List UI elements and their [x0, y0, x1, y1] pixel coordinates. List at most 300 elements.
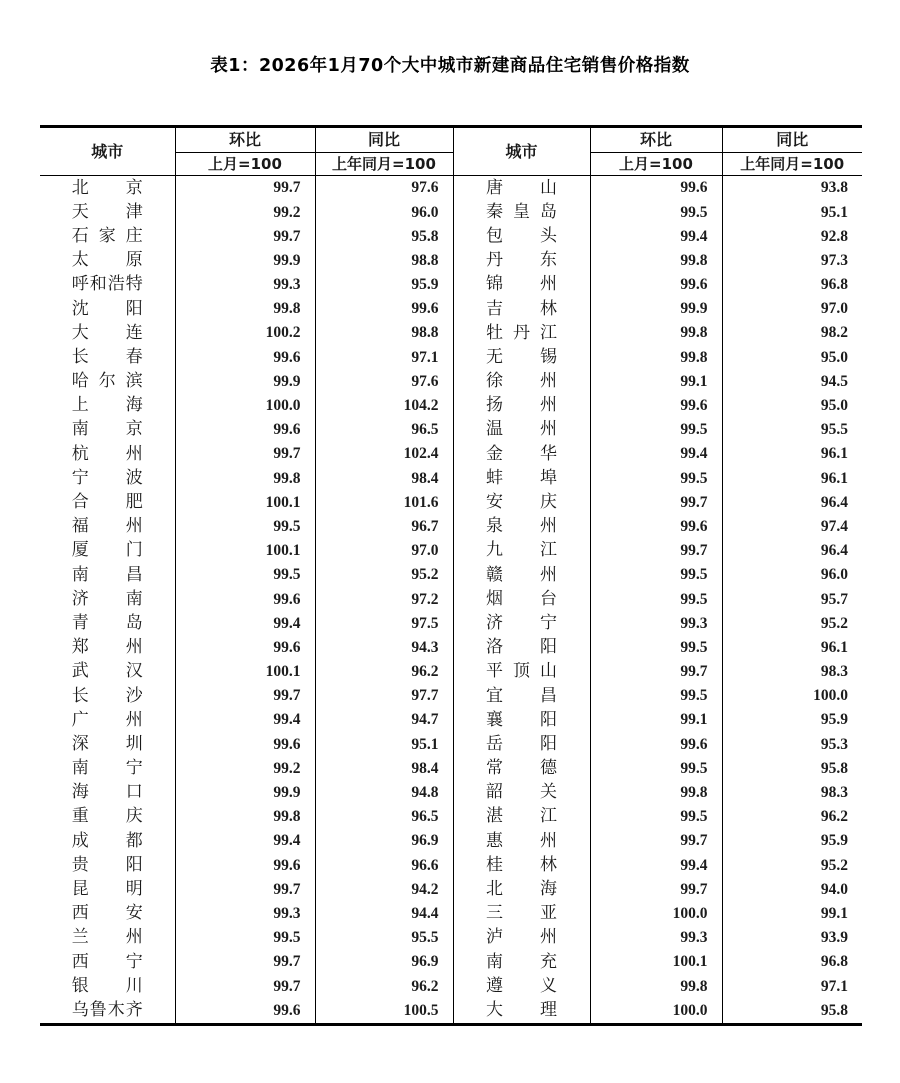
city-name: 北海 — [486, 879, 557, 900]
city-name-cell — [40, 732, 175, 756]
city-name-cell — [40, 539, 175, 563]
yoy-value-cell: 96.0 — [820, 566, 848, 584]
header-row-main — [40, 127, 862, 153]
mom-value-cell: 99.6 — [590, 176, 722, 201]
city-name: 广州 — [71, 709, 143, 730]
city-name: 哈尔滨 — [71, 371, 143, 392]
table-row — [40, 176, 862, 201]
yoy-value-cell: 97.1 — [315, 345, 453, 369]
city-name: 扬州 — [486, 395, 557, 416]
yoy-value-cell: 96.1 — [820, 445, 848, 463]
yoy-value-cell: 97.6 — [315, 176, 453, 201]
mom-value-cell: 99.1 — [590, 370, 722, 394]
mom-value-cell: 99.8 — [590, 249, 722, 273]
yoy-value-cell: 96.5 — [315, 418, 453, 442]
city-name-cell — [453, 611, 590, 635]
yoy-value-cell: 95.9 — [820, 832, 848, 850]
city-name: 长沙 — [71, 685, 143, 706]
city-column-header-right: 城市 — [453, 127, 590, 176]
city-name: 太原 — [71, 250, 143, 271]
yoy-value-cell: 95.1 — [820, 203, 848, 221]
table-row — [40, 466, 862, 490]
mom-value-cell: 99.7 — [590, 877, 722, 901]
mom-value-cell: 99.5 — [590, 636, 722, 660]
table-row — [40, 563, 862, 587]
table-row — [40, 757, 862, 781]
mom-base-header-left: 上月=100 — [175, 153, 315, 176]
table-row — [40, 490, 862, 514]
yoy-value-cell: 98.8 — [315, 249, 453, 273]
city-name: 岳阳 — [486, 733, 557, 754]
city-name: 深圳 — [71, 733, 143, 754]
table-row — [40, 902, 862, 926]
yoy-base-header-left: 上年同月=100 — [315, 153, 453, 176]
yoy-value-cell: 96.1 — [820, 638, 848, 656]
mom-value-cell: 99.5 — [590, 466, 722, 490]
city-name: 锦州 — [486, 274, 557, 295]
yoy-value-cell: 97.4 — [820, 517, 848, 535]
table-row — [40, 805, 862, 829]
city-name-cell — [453, 757, 590, 781]
yoy-value-cell: 96.8 — [820, 953, 848, 971]
city-name-cell — [40, 370, 175, 394]
mom-value-cell: 100.0 — [175, 394, 315, 418]
yoy-value-cell: 97.0 — [820, 300, 848, 318]
yoy-value-cell: 95.2 — [820, 614, 848, 632]
city-name-cell — [40, 877, 175, 901]
city-name-cell — [40, 805, 175, 829]
yoy-value-cell: 94.2 — [315, 877, 453, 901]
yoy-value-cell: 99.1 — [820, 904, 848, 922]
mom-value-cell: 99.5 — [590, 805, 722, 829]
yoy-value-cell: 96.9 — [315, 950, 453, 974]
mom-value-cell: 99.8 — [175, 805, 315, 829]
mom-value-cell: 100.1 — [175, 660, 315, 684]
mom-base-header-right: 上月=100 — [590, 153, 722, 176]
city-name: 济宁 — [486, 612, 557, 633]
yoy-value-cell: 97.2 — [315, 587, 453, 611]
mom-value-cell: 99.6 — [175, 853, 315, 877]
city-name: 杭州 — [71, 443, 143, 464]
city-name-cell — [453, 853, 590, 877]
city-name-cell — [40, 998, 175, 1024]
city-name-cell — [40, 708, 175, 732]
city-name: 北京 — [71, 177, 143, 198]
yoy-value-cell: 93.9 — [820, 929, 848, 947]
table-row — [40, 273, 862, 297]
mom-value-cell: 99.7 — [175, 684, 315, 708]
city-name: 丹东 — [486, 250, 557, 271]
yoy-value-cell: 95.9 — [820, 711, 848, 729]
mom-value-cell: 99.4 — [590, 442, 722, 466]
table-row — [40, 660, 862, 684]
yoy-value-cell: 96.4 — [820, 542, 848, 560]
city-name: 石家庄 — [71, 225, 143, 246]
table-row — [40, 636, 862, 660]
document-page — [0, 52, 900, 1026]
city-name-cell — [40, 781, 175, 805]
city-name: 唐山 — [486, 177, 557, 198]
mom-value-cell: 99.7 — [590, 490, 722, 514]
yoy-value-cell: 96.2 — [315, 974, 453, 998]
mom-value-cell: 99.9 — [175, 781, 315, 805]
mom-value-cell: 99.6 — [175, 418, 315, 442]
yoy-value-cell: 99.6 — [315, 297, 453, 321]
city-name: 青岛 — [71, 612, 143, 633]
mom-value-cell: 99.3 — [175, 273, 315, 297]
mom-value-cell: 99.5 — [590, 684, 722, 708]
mom-value-cell: 99.5 — [175, 515, 315, 539]
mom-value-cell: 99.8 — [590, 321, 722, 345]
city-name-cell — [40, 636, 175, 660]
mom-value-cell: 99.7 — [175, 224, 315, 248]
yoy-base-header-right: 上年同月=100 — [722, 153, 862, 176]
table-row — [40, 611, 862, 635]
city-name: 南充 — [486, 951, 557, 972]
mom-value-cell: 99.2 — [175, 200, 315, 224]
city-name: 安庆 — [486, 492, 557, 513]
mom-value-cell: 99.7 — [175, 974, 315, 998]
city-name: 成都 — [71, 830, 143, 851]
mom-value-cell: 99.9 — [590, 297, 722, 321]
mom-value-cell: 99.4 — [175, 611, 315, 635]
city-name-cell — [453, 829, 590, 853]
yoy-value-cell: 97.3 — [820, 251, 848, 269]
city-name: 济南 — [71, 588, 143, 609]
city-name-cell — [40, 442, 175, 466]
city-name-cell — [40, 974, 175, 998]
city-name: 西宁 — [71, 951, 143, 972]
mom-value-cell: 99.5 — [590, 200, 722, 224]
price-index-table — [40, 125, 862, 1026]
yoy-value-cell: 97.7 — [315, 684, 453, 708]
table-row — [40, 418, 862, 442]
city-name-cell — [453, 636, 590, 660]
city-name: 海口 — [71, 782, 143, 803]
table-row — [40, 321, 862, 345]
city-name-cell — [40, 757, 175, 781]
yoy-value-cell: 101.6 — [315, 490, 453, 514]
city-name: 湛江 — [486, 806, 557, 827]
mom-column-header-left: 环比 — [175, 127, 315, 153]
mom-value-cell: 99.5 — [175, 563, 315, 587]
city-name-cell — [453, 466, 590, 490]
mom-value-cell: 100.1 — [590, 950, 722, 974]
mom-value-cell: 99.6 — [590, 394, 722, 418]
city-name: 牡丹江 — [486, 322, 557, 343]
city-name-cell — [453, 200, 590, 224]
mom-value-cell: 99.7 — [175, 950, 315, 974]
city-name-cell — [453, 345, 590, 369]
city-name-cell — [40, 249, 175, 273]
yoy-value-cell: 96.2 — [820, 808, 848, 826]
city-name: 徐州 — [486, 371, 557, 392]
yoy-value-cell: 95.3 — [820, 735, 848, 753]
city-name: 三亚 — [486, 903, 557, 924]
mom-value-cell: 99.8 — [175, 297, 315, 321]
yoy-value-cell: 96.8 — [820, 276, 848, 294]
city-name-cell — [453, 732, 590, 756]
city-name-cell — [40, 321, 175, 345]
city-name-cell — [453, 370, 590, 394]
city-name-cell — [453, 418, 590, 442]
city-name: 呼和浩特 — [71, 274, 143, 295]
city-name: 赣州 — [486, 564, 557, 585]
city-name-cell — [453, 660, 590, 684]
table-row — [40, 732, 862, 756]
mom-value-cell: 99.5 — [175, 926, 315, 950]
city-name-cell — [453, 321, 590, 345]
city-name-cell — [40, 466, 175, 490]
yoy-value-cell: 95.8 — [820, 1001, 848, 1019]
yoy-value-cell: 96.5 — [315, 805, 453, 829]
yoy-value-cell: 95.5 — [820, 421, 848, 439]
table-row — [40, 297, 862, 321]
city-name-cell — [453, 805, 590, 829]
city-name: 长春 — [71, 346, 143, 367]
city-name: 大连 — [71, 322, 143, 343]
city-name-cell — [453, 684, 590, 708]
yoy-value-cell: 94.3 — [315, 636, 453, 660]
mom-value-cell: 99.6 — [175, 587, 315, 611]
city-name-cell — [453, 394, 590, 418]
yoy-value-cell: 97.1 — [820, 977, 848, 995]
yoy-value-cell: 98.3 — [820, 663, 848, 681]
city-name-cell — [40, 418, 175, 442]
mom-value-cell: 99.3 — [175, 902, 315, 926]
table-row — [40, 853, 862, 877]
mom-value-cell: 100.2 — [175, 321, 315, 345]
yoy-value-cell: 96.7 — [315, 515, 453, 539]
city-name: 南昌 — [71, 564, 143, 585]
city-name: 桂林 — [486, 854, 557, 875]
yoy-value-cell: 95.8 — [820, 759, 848, 777]
yoy-value-cell: 98.4 — [315, 466, 453, 490]
yoy-value-cell: 98.3 — [820, 784, 848, 802]
city-name: 蚌埠 — [486, 467, 557, 488]
yoy-value-cell: 94.5 — [820, 372, 848, 390]
city-name: 沈阳 — [71, 298, 143, 319]
city-name: 天津 — [71, 201, 143, 222]
table-row — [40, 345, 862, 369]
table-row — [40, 684, 862, 708]
mom-value-cell: 99.6 — [590, 732, 722, 756]
yoy-value-cell: 96.6 — [315, 853, 453, 877]
table-body — [40, 176, 862, 1025]
mom-value-cell: 99.8 — [590, 345, 722, 369]
city-name-cell — [453, 176, 590, 201]
yoy-value-cell: 104.2 — [315, 394, 453, 418]
city-name-cell — [453, 490, 590, 514]
city-name-cell — [40, 829, 175, 853]
table-row — [40, 249, 862, 273]
city-name: 武汉 — [71, 661, 143, 682]
yoy-value-cell: 95.0 — [820, 397, 848, 415]
table-row — [40, 877, 862, 901]
city-name: 银川 — [71, 975, 143, 996]
city-name: 包头 — [486, 225, 557, 246]
city-name: 惠州 — [486, 830, 557, 851]
city-name-cell — [453, 515, 590, 539]
yoy-value-cell: 97.5 — [315, 611, 453, 635]
mom-column-header-right: 环比 — [590, 127, 722, 153]
city-name-cell — [40, 950, 175, 974]
city-name-cell — [453, 902, 590, 926]
mom-value-cell: 99.8 — [590, 974, 722, 998]
mom-value-cell: 99.6 — [175, 345, 315, 369]
mom-value-cell: 99.6 — [175, 732, 315, 756]
city-name: 乌鲁木齐 — [71, 999, 143, 1020]
yoy-column-header-left: 同比 — [315, 127, 453, 153]
table-title: 表1：2026年1月70个大中城市新建商品住宅销售价格指数 — [210, 56, 690, 76]
table-row — [40, 200, 862, 224]
city-name: 温州 — [486, 419, 557, 440]
city-name-cell — [40, 611, 175, 635]
yoy-value-cell: 95.2 — [315, 563, 453, 587]
yoy-value-cell: 98.8 — [315, 321, 453, 345]
city-name-cell — [40, 660, 175, 684]
mom-value-cell: 99.5 — [590, 587, 722, 611]
city-name-cell — [453, 974, 590, 998]
city-name-cell — [40, 200, 175, 224]
yoy-value-cell: 96.0 — [315, 200, 453, 224]
yoy-value-cell: 95.7 — [820, 590, 848, 608]
city-name-cell — [40, 176, 175, 201]
mom-value-cell: 99.7 — [175, 877, 315, 901]
city-name-cell — [453, 877, 590, 901]
city-name-cell — [453, 926, 590, 950]
yoy-value-cell: 96.1 — [820, 469, 848, 487]
yoy-value-cell: 97.6 — [315, 370, 453, 394]
city-name: 平顶山 — [486, 661, 557, 682]
mom-value-cell: 99.6 — [175, 636, 315, 660]
city-name-cell — [40, 224, 175, 248]
mom-value-cell: 100.1 — [175, 490, 315, 514]
city-name: 常德 — [486, 758, 557, 779]
yoy-value-cell: 92.8 — [820, 227, 848, 245]
mom-value-cell: 99.7 — [590, 660, 722, 684]
city-name: 厦门 — [71, 540, 143, 561]
city-name: 宜昌 — [486, 685, 557, 706]
mom-value-cell: 99.6 — [590, 515, 722, 539]
yoy-value-cell: 98.4 — [315, 757, 453, 781]
mom-value-cell: 99.2 — [175, 757, 315, 781]
yoy-column-header-right: 同比 — [722, 127, 862, 153]
table-row — [40, 370, 862, 394]
yoy-value-cell: 102.4 — [315, 442, 453, 466]
table-header — [40, 127, 862, 176]
city-name: 九江 — [486, 540, 557, 561]
table-row — [40, 998, 862, 1024]
city-name-cell — [40, 853, 175, 877]
city-name-cell — [40, 394, 175, 418]
mom-value-cell: 99.4 — [175, 829, 315, 853]
city-name: 宁波 — [71, 467, 143, 488]
yoy-value-cell: 96.9 — [315, 829, 453, 853]
city-name-cell — [40, 273, 175, 297]
table-row — [40, 224, 862, 248]
city-name: 襄阳 — [486, 709, 557, 730]
city-name-cell — [453, 708, 590, 732]
mom-value-cell: 99.6 — [175, 998, 315, 1024]
city-name: 南京 — [71, 419, 143, 440]
mom-value-cell: 99.7 — [590, 539, 722, 563]
city-name: 吉林 — [486, 298, 557, 319]
city-name: 郑州 — [71, 637, 143, 658]
mom-value-cell: 99.8 — [590, 781, 722, 805]
city-name: 金华 — [486, 443, 557, 464]
city-name-cell — [453, 273, 590, 297]
yoy-value-cell: 95.1 — [315, 732, 453, 756]
city-name-cell — [40, 684, 175, 708]
city-name-cell — [40, 587, 175, 611]
city-name: 重庆 — [71, 806, 143, 827]
city-name-cell — [453, 563, 590, 587]
city-name-cell — [40, 297, 175, 321]
table-row — [40, 442, 862, 466]
city-name: 南宁 — [71, 758, 143, 779]
city-name: 福州 — [71, 516, 143, 537]
city-name-cell — [40, 902, 175, 926]
mom-value-cell: 100.0 — [590, 998, 722, 1024]
mom-value-cell: 100.0 — [590, 902, 722, 926]
city-name: 合肥 — [71, 492, 143, 513]
mom-value-cell: 99.4 — [590, 224, 722, 248]
mom-value-cell: 99.4 — [590, 853, 722, 877]
yoy-value-cell: 93.8 — [820, 179, 848, 197]
city-name-cell — [453, 442, 590, 466]
yoy-value-cell: 96.2 — [315, 660, 453, 684]
yoy-value-cell: 94.7 — [315, 708, 453, 732]
yoy-value-cell: 95.0 — [820, 348, 848, 366]
city-name: 无锡 — [486, 346, 557, 367]
mom-value-cell: 100.1 — [175, 539, 315, 563]
mom-value-cell: 99.8 — [175, 466, 315, 490]
mom-value-cell: 99.3 — [590, 926, 722, 950]
table-row — [40, 515, 862, 539]
mom-value-cell: 99.7 — [175, 442, 315, 466]
yoy-value-cell: 95.8 — [315, 224, 453, 248]
city-name-cell — [40, 515, 175, 539]
table-row — [40, 829, 862, 853]
mom-value-cell: 99.6 — [590, 273, 722, 297]
city-name-cell — [453, 539, 590, 563]
mom-value-cell: 99.5 — [590, 563, 722, 587]
table-row — [40, 394, 862, 418]
city-name-cell — [40, 926, 175, 950]
city-name-cell — [453, 297, 590, 321]
yoy-value-cell: 98.2 — [820, 324, 848, 342]
yoy-value-cell: 96.4 — [820, 493, 848, 511]
mom-value-cell: 99.7 — [175, 176, 315, 201]
city-name: 大理 — [486, 999, 557, 1020]
city-name: 秦皇岛 — [486, 201, 557, 222]
mom-value-cell: 99.5 — [590, 418, 722, 442]
city-name-cell — [453, 950, 590, 974]
mom-value-cell: 99.5 — [590, 757, 722, 781]
yoy-value-cell: 97.0 — [315, 539, 453, 563]
city-name: 上海 — [71, 395, 143, 416]
city-name: 遵义 — [486, 975, 557, 996]
city-name: 韶关 — [486, 782, 557, 803]
mom-value-cell: 99.9 — [175, 370, 315, 394]
city-name: 烟台 — [486, 588, 557, 609]
city-name-cell — [453, 998, 590, 1024]
city-name-cell — [453, 249, 590, 273]
city-name-cell — [453, 587, 590, 611]
city-name: 昆明 — [71, 879, 143, 900]
yoy-value-cell: 94.0 — [820, 880, 848, 898]
